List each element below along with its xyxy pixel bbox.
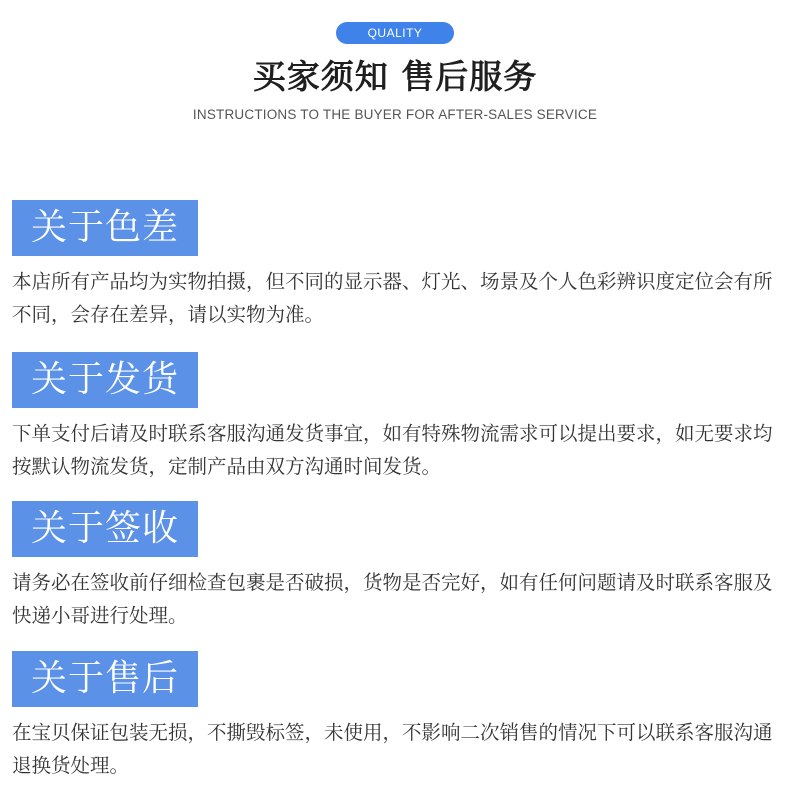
quality-badge: QUALITY <box>336 22 454 44</box>
section-heading: 关于售后 <box>12 651 198 707</box>
page-header <box>0 0 790 140</box>
section-body: 下单支付后请及时联系客服沟通发货事宜，如有特殊物流需求可以提出要求，如无要求均按默认物流发货，定制产品由双方沟通时间发货。 <box>12 422 773 478</box>
section-body: 在宝贝保证包装无损，不撕毁标签，未使用，不影响二次销售的情况下可以联系客服沟通退换货处理。 <box>12 721 773 777</box>
page-subtitle: INSTRUCTIONS TO THE BUYER FOR AFTER-SALES SERVICE <box>192 107 598 122</box>
page-title: 买家须知 售后服务 <box>252 57 538 96</box>
section-heading: 关于发货 <box>12 352 198 408</box>
section-body: 请务必在签收前仔细检查包裹是否破损，货物是否完好，如有任何问题请及时联系客服及快递小哥进行处理。 <box>12 571 773 627</box>
section-heading: 关于签收 <box>12 501 198 557</box>
section-body: 本店所有产品均为实物拍摄，但不同的显示器、灯光、场景及个人色彩辨识度定位会有所不同，会存在差异，请以实物为准。 <box>12 270 773 326</box>
section-heading: 关于色差 <box>12 200 198 256</box>
